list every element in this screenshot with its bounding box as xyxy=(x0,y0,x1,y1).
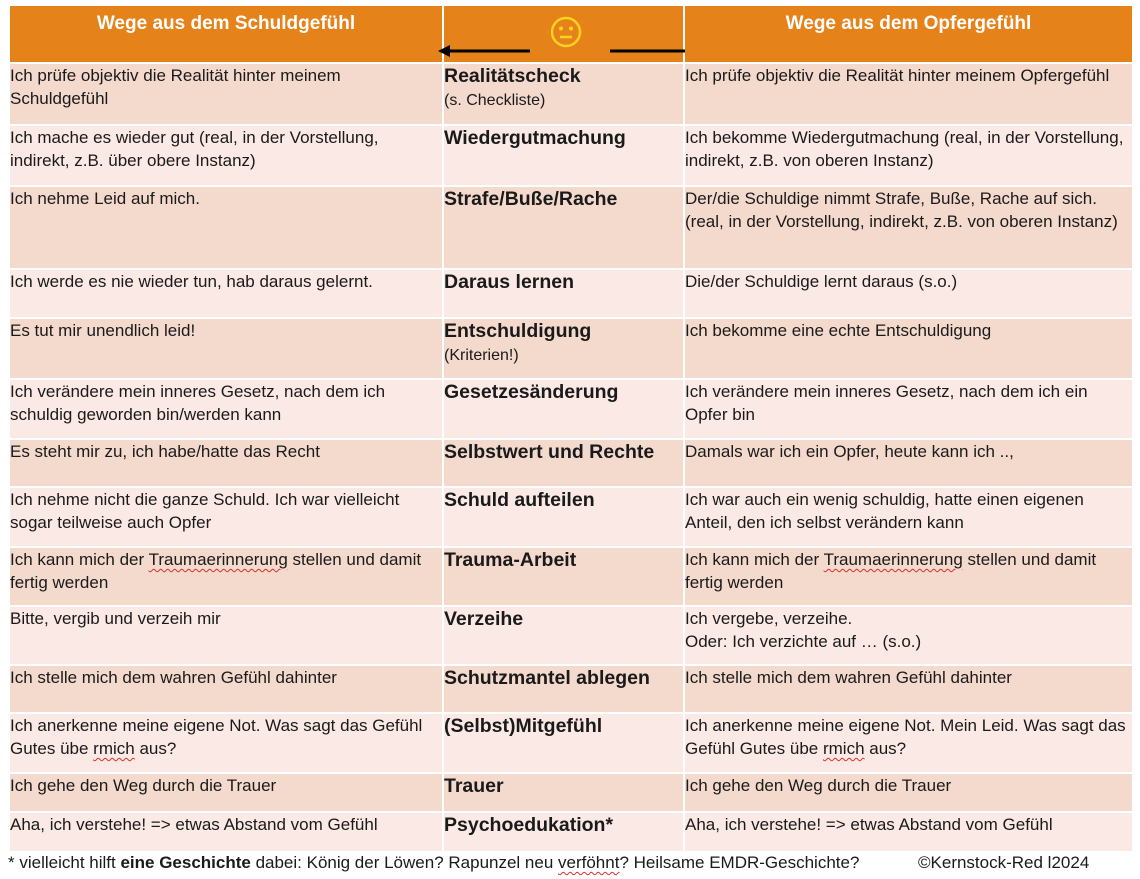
method-label: Entschuldigung xyxy=(444,320,592,342)
left-cell: Ich prüfe objektiv die Realität hinter meinem Schuldgefühl xyxy=(9,63,443,125)
header-left-title: Wege aus dem Schuldgefühl xyxy=(96,13,356,34)
spellcheck-word: rmich xyxy=(93,739,135,758)
method-cell xyxy=(443,713,684,773)
footnote-text: dabei: König der Löwen? Rapunzel neu xyxy=(250,853,559,872)
method-sub: (s. Checkliste) xyxy=(444,92,546,109)
right-cell xyxy=(684,606,1133,665)
method-cell xyxy=(443,125,684,186)
method-cell xyxy=(443,606,684,665)
method-cell xyxy=(443,269,684,318)
footnote-text: ? Heilsame EMDR-Geschichte? xyxy=(619,853,860,872)
method-cell xyxy=(443,379,684,439)
text-part: Ich anerkenne meine eigene Not. Mein Leid. Was sagt das Gefühl Gutes übe xyxy=(685,716,1126,758)
text-part: stellen und damit fertig werden xyxy=(10,550,422,592)
right-cell: Aha, ich verstehe! => etwas Abstand vom Gefühl xyxy=(684,812,1133,852)
table-row xyxy=(9,63,1133,125)
header-row xyxy=(9,5,1133,63)
table-row xyxy=(9,547,1133,606)
right-cell: Damals war ich ein Opfer, heute kann ich .., xyxy=(684,439,1133,487)
method-cell xyxy=(443,665,684,713)
copyright-notice: ©Kernstock-Red l2024 xyxy=(918,853,1090,872)
text-part: aus? xyxy=(864,739,907,758)
method-cell xyxy=(443,487,684,547)
left-cell xyxy=(9,547,443,606)
method-cell xyxy=(443,439,684,487)
header-right-title: Wege aus dem Opfergefühl xyxy=(785,13,1032,34)
footnote xyxy=(8,852,1132,874)
method-label: Daraus lernen xyxy=(444,271,575,293)
method-label: Strafe/Buße/Rache xyxy=(444,188,618,210)
left-cell: Es steht mir zu, ich habe/hatte das Recht xyxy=(9,439,443,487)
right-cell xyxy=(684,713,1133,773)
header-center xyxy=(443,5,684,63)
comparison-table xyxy=(8,4,1134,853)
method-label: Trauma-Arbeit xyxy=(444,549,577,571)
table-row xyxy=(9,125,1133,186)
method-cell xyxy=(443,547,684,606)
right-cell: Der/die Schuldige nimmt Strafe, Buße, Rache auf sich. (real, in der Vorstellung, indirekt, z.B. von oberen Instanz) xyxy=(684,186,1133,269)
method-cell xyxy=(443,773,684,812)
table-row xyxy=(9,773,1133,812)
table-row xyxy=(9,665,1133,713)
right-cell: Ich bekomme Wiedergutmachung (real, in der Vorstellung, indirekt, z.B. von oberen Instanz) xyxy=(684,125,1133,186)
left-cell xyxy=(9,713,443,773)
right-cell xyxy=(684,547,1133,606)
method-cell xyxy=(443,63,684,125)
text-line: Ich vergebe, verzeihe. xyxy=(685,609,853,628)
table-row xyxy=(9,713,1133,773)
right-cell: Ich war auch ein wenig schuldig, hatte einen eigenen Anteil, den ich selbst verändern kann xyxy=(684,487,1133,547)
method-label: Schutzmantel ablegen xyxy=(444,667,650,689)
text-part: Ich kann mich der xyxy=(685,550,824,569)
method-label: Gesetzesänderung xyxy=(444,381,619,403)
method-label: Realitätscheck xyxy=(444,65,581,87)
left-cell: Ich nehme nicht die ganze Schuld. Ich war vielleicht sogar teilweise auch Opfer xyxy=(9,487,443,547)
arrow-left-icon xyxy=(438,44,530,58)
method-label: Schuld aufteilen xyxy=(444,489,595,511)
text-part: Ich kann mich der xyxy=(10,550,149,569)
table-row xyxy=(9,439,1133,487)
left-cell: Es tut mir unendlich leid! xyxy=(9,318,443,379)
left-cell: Ich mache es wieder gut (real, in der Vorstellung, indirekt, z.B. über obere Instanz) xyxy=(9,125,443,186)
right-cell: Ich gehe den Weg durch die Trauer xyxy=(684,773,1133,812)
left-cell: Ich gehe den Weg durch die Trauer xyxy=(9,773,443,812)
table-row xyxy=(9,269,1133,318)
table-row xyxy=(9,379,1133,439)
text-line: Oder: Ich verzichte auf … (s.o.) xyxy=(685,632,922,651)
right-cell: Ich stelle mich dem wahren Gefühl dahinter xyxy=(684,665,1133,713)
left-cell: Ich verändere mein inneres Gesetz, nach dem ich schuldig geworden bin/werden kann xyxy=(9,379,443,439)
header-left xyxy=(9,5,443,63)
table-row xyxy=(9,812,1133,852)
table-row xyxy=(9,318,1133,379)
header-right xyxy=(684,5,1133,63)
method-label: Wiedergutmachung xyxy=(444,127,626,149)
method-cell xyxy=(443,186,684,269)
right-cell: Ich prüfe objektiv die Realität hinter meinem Opfergefühl xyxy=(684,63,1133,125)
table-row xyxy=(9,487,1133,547)
left-cell: Ich werde es nie wieder tun, hab daraus gelernt. xyxy=(9,269,443,318)
spellcheck-word: verföhnt xyxy=(558,853,620,872)
method-label: (Selbst)Mitgefühl xyxy=(444,715,603,737)
right-cell: Die/der Schuldige lernt daraus (s.o.) xyxy=(684,269,1133,318)
left-cell: Ich nehme Leid auf mich. xyxy=(9,186,443,269)
method-cell xyxy=(443,318,684,379)
method-label: Trauer xyxy=(444,775,504,797)
right-cell: Ich verändere mein inneres Gesetz, nach dem ich ein Opfer bin xyxy=(684,379,1133,439)
footnote-text: vielleicht hilft xyxy=(14,853,121,872)
text-part: Ich anerkenne meine eigene Not. Was sagt das Gefühl Gutes übe xyxy=(10,716,423,758)
table-row xyxy=(9,606,1133,665)
footnote-star: * xyxy=(8,853,15,872)
left-cell: Bitte, vergib und verzeih mir xyxy=(9,606,443,665)
spellcheck-word: rmich xyxy=(822,739,865,758)
method-label: Selbstwert und Rechte xyxy=(444,441,655,463)
left-cell: Ich stelle mich dem wahren Gefühl dahinter xyxy=(9,665,443,713)
neutral-face-icon xyxy=(550,16,582,48)
spellcheck-word: Traumaerinnerung xyxy=(823,550,963,569)
table-row xyxy=(9,186,1133,269)
footnote-bold: eine Geschichte xyxy=(120,853,251,872)
text-part: stellen und damit fertig werden xyxy=(685,550,1097,592)
method-label: Verzeihe xyxy=(444,608,524,630)
text-part: aus? xyxy=(134,739,177,758)
method-cell xyxy=(443,812,684,852)
right-cell: Ich bekomme eine echte Entschuldigung xyxy=(684,318,1133,379)
method-sub: (Kriterien!) xyxy=(444,347,519,364)
method-label: Psychoedukation* xyxy=(444,814,614,836)
spellcheck-word: Traumaerinnerung xyxy=(148,550,288,569)
left-cell: Aha, ich verstehe! => etwas Abstand vom Gefühl xyxy=(9,812,443,852)
